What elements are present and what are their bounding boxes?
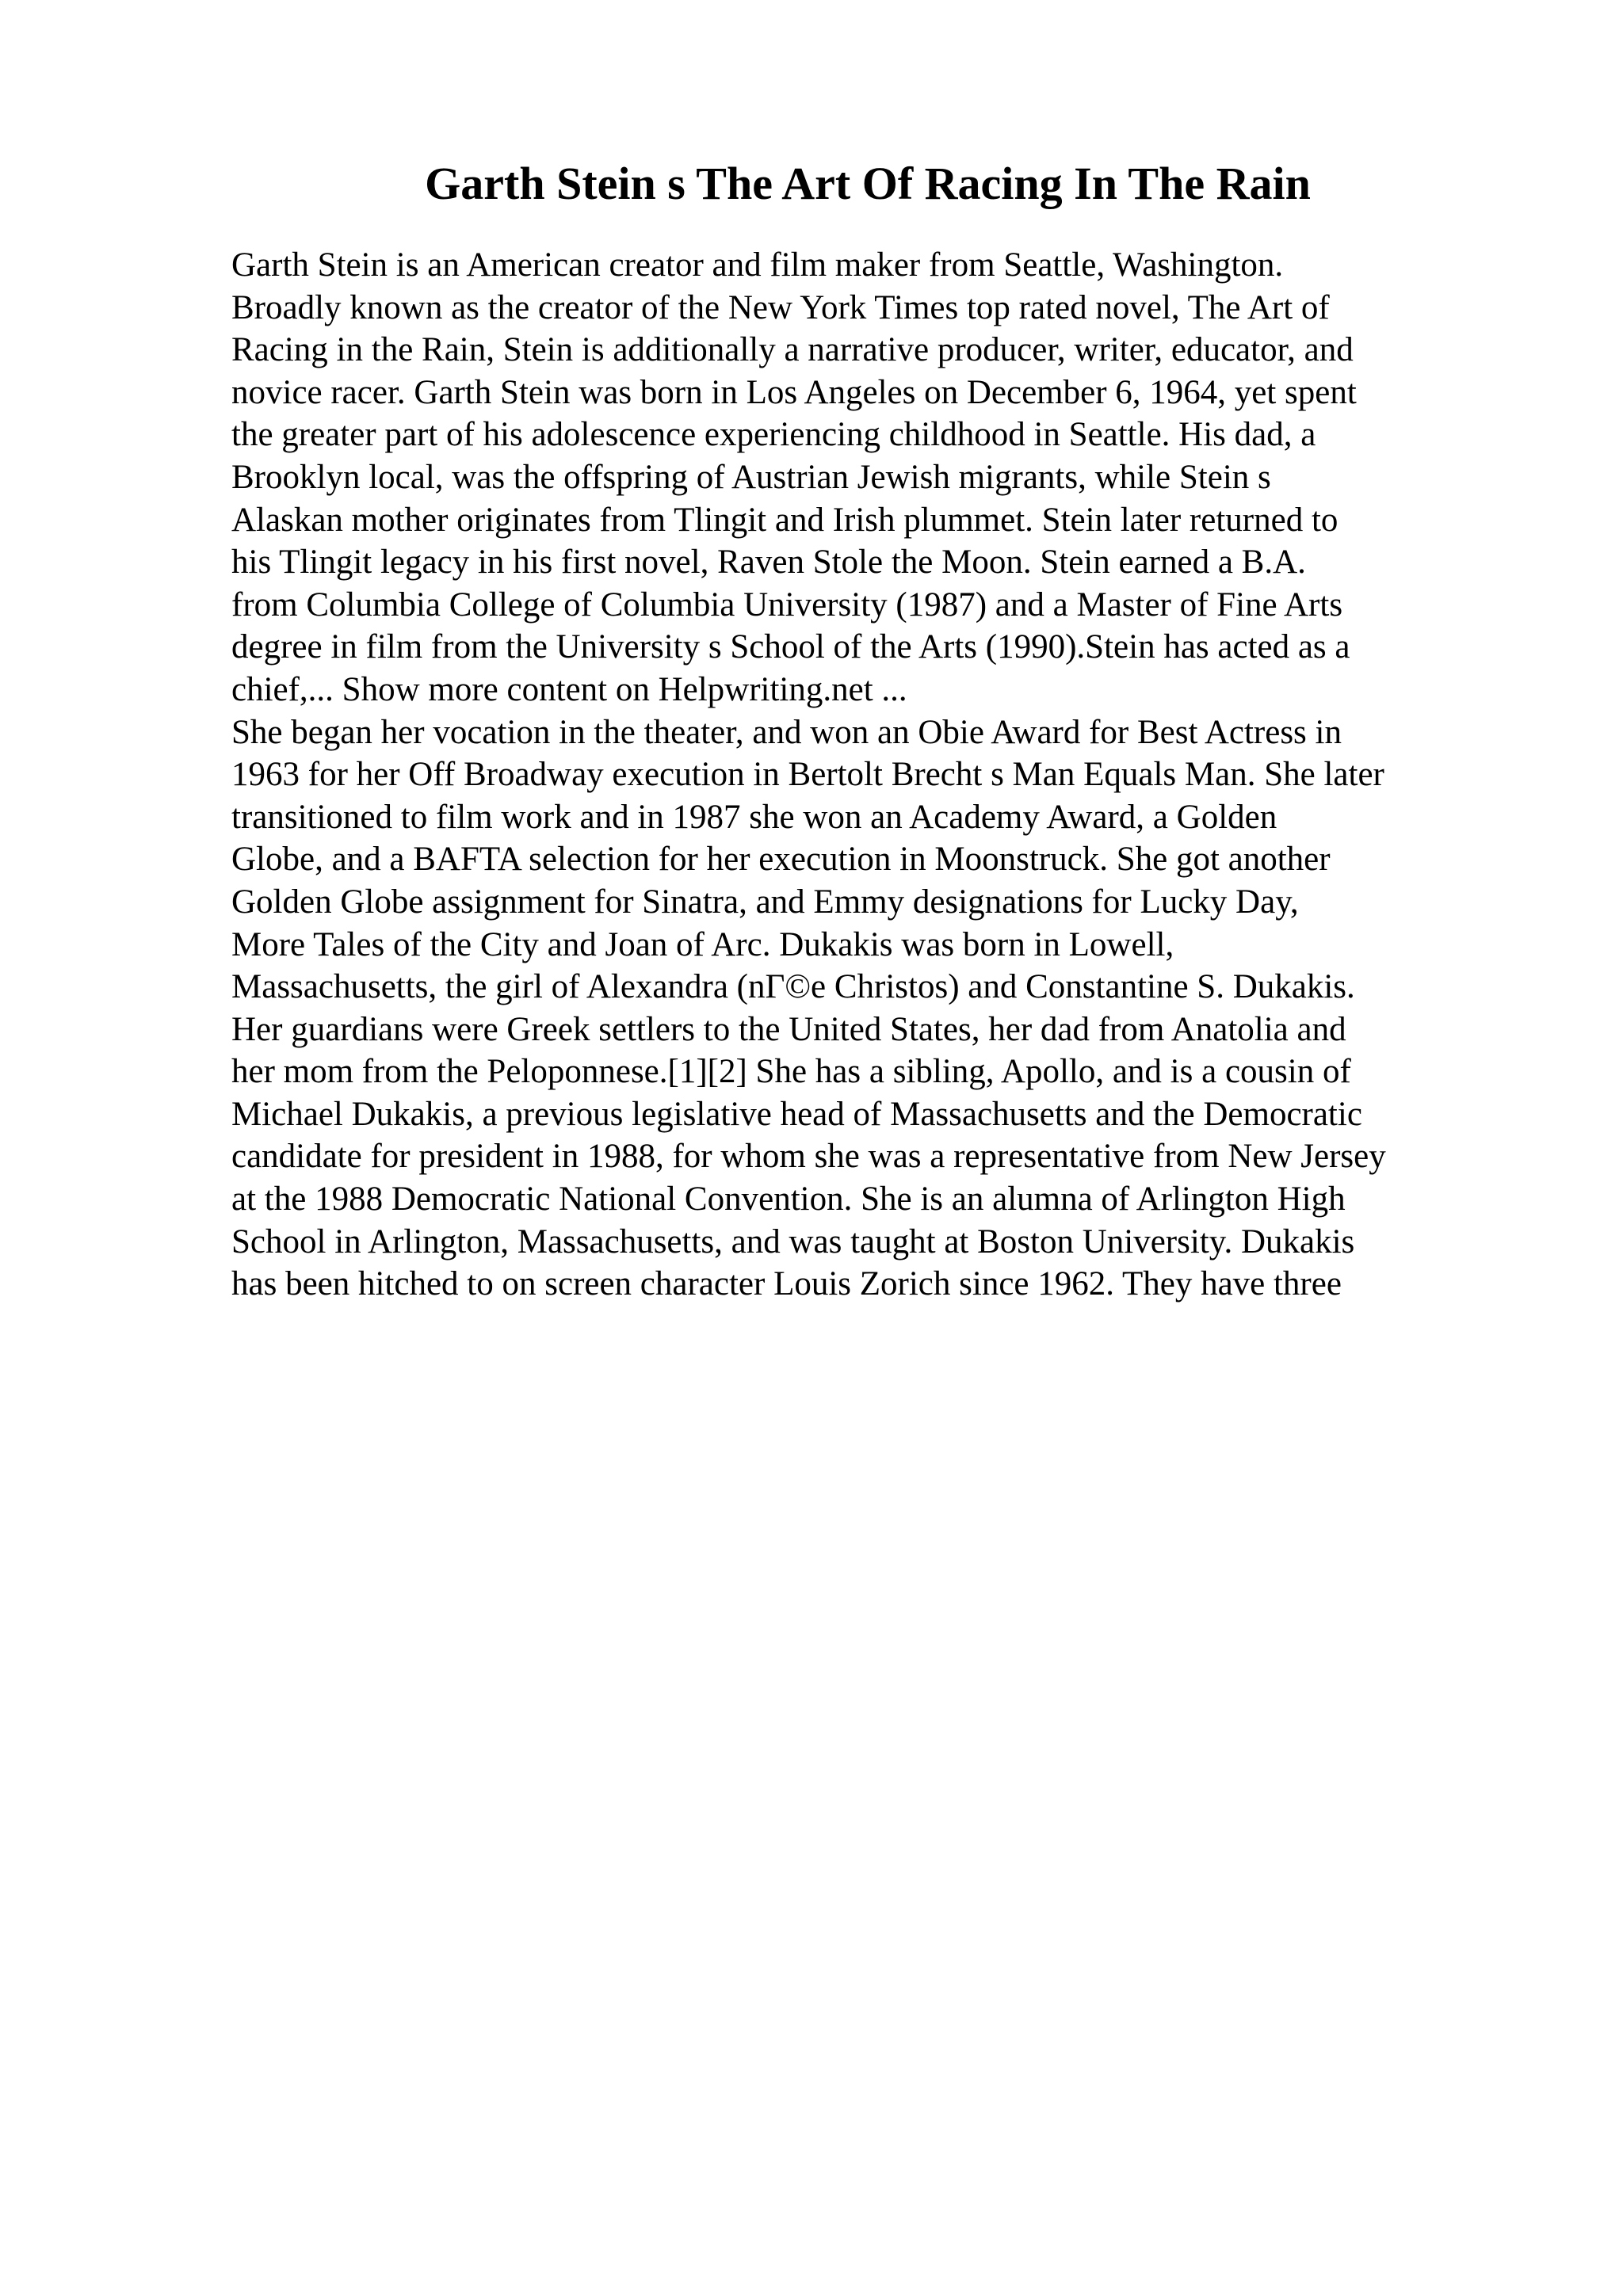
text-line: novice racer. Garth Stein was born in Los Angeles on December 6, 1964, yet spent [231,373,1357,411]
text-line: the greater part of his adolescence experiencing childhood in Seattle. His dad, a [231,416,1316,454]
text-line: Racing in the Rain, Stein is additionally a narrative producer, writer, educator, and [231,331,1354,369]
text-line: Massachusetts, the girl of Alexandra (nГ©e Christos) and Constantine S. Dukakis. [231,968,1355,1006]
text-line: candidate for president in 1988, for whom she was a representative from New Jersey [231,1138,1386,1176]
text-line: Globe, and a BAFTA selection for her execution in Moonstruck. She got another [231,841,1331,879]
text-line: his Tlingit legacy in his first novel, Raven Stole the Moon. Stein earned a B.A. [231,543,1306,582]
text-line: Brooklyn local, was the offspring of Austrian Jewish migrants, while Stein s [231,458,1271,496]
text-line: degree in film from the University s School of the Arts (1990).Stein has acted as a [231,628,1350,666]
text-line: She began her vocation in the theater, and won an Obie Award for Best Actress in [231,713,1342,751]
text-line: has been hitched to on screen character Louis Zorich since 1962. They have three [231,1265,1342,1303]
text-line: Alaskan mother originates from Tlingit and Irish plummet. Stein later returned to [231,501,1338,539]
text-line: Golden Globe assignment for Sinatra, and Emmy designations for Lucky Day, [231,883,1299,921]
body-text [231,244,1499,1306]
text-line: Michael Dukakis, a previous legislative head of Massachusetts and the Democratic [231,1095,1362,1133]
text-line: Her guardians were Greek settlers to the United States, her dad from Anatolia and [231,1010,1346,1048]
text-line: Broadly known as the creator of the New York Times top rated novel, The Art of [231,288,1330,326]
text-line: transitioned to film work and in 1987 she won an Academy Award, a Golden [231,798,1277,836]
text-line: Garth Stein is an American creator and film maker from Seattle, Washington. [231,246,1284,284]
document-title: Garth Stein s The Art Of Racing In The Rain [425,158,1311,209]
text-line: School in Arlington, Massachusetts, and was taught at Boston University. Dukakis [231,1222,1355,1261]
text-line: More Tales of the City and Joan of Arc. Dukakis was born in Lowell, [231,925,1174,963]
text-line: her mom from the Peloponnese.[1][2] She has a sibling, Apollo, and is a cousin of [231,1053,1351,1091]
text-line: chief,... Show more content on Helpwriting.net ... [231,670,907,708]
text-line: from Columbia College of Columbia University (1987) and a Master of Fine Arts [231,585,1343,624]
text-line: at the 1988 Democratic National Convention. She is an alumna of Arlington High [231,1180,1346,1219]
text-line: 1963 for her Off Broadway execution in Bertolt Brecht s Man Equals Man. She later [231,756,1384,794]
